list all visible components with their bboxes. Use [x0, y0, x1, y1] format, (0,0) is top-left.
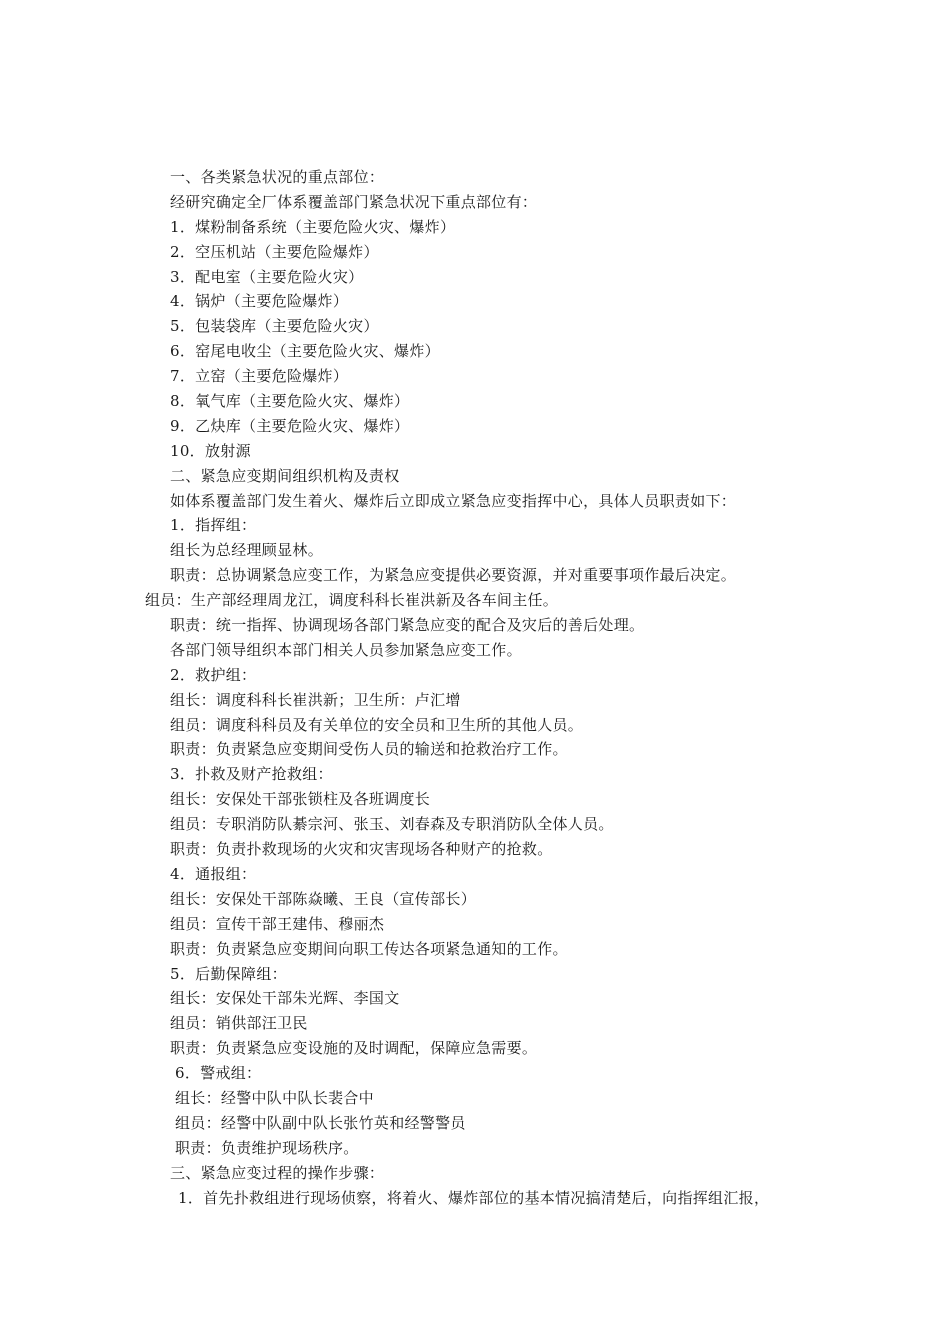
- section-heading-1: 一、各类紧急状况的重点部位：: [170, 168, 385, 186]
- list-item: 5．包装袋库（主要危险火灾）: [170, 317, 379, 336]
- subheading: 2．救护组：: [170, 665, 257, 684]
- list-item: 9．乙炔库（主要危险火灾、爆炸）: [170, 416, 410, 435]
- paragraph: 职责：负责紧急应变设施的及时调配，保障应急需要。: [170, 1039, 538, 1058]
- subheading: 5．后勤保障组：: [170, 964, 287, 983]
- paragraph: 职责：负责维护现场秩序。: [175, 1138, 359, 1157]
- paragraph: 组员：宣传干部王建伟、穆丽杰: [170, 914, 385, 933]
- list-item: 3．配电室（主要危险火灾）: [170, 267, 364, 286]
- paragraph: 如体系覆盖部门发生着火、爆炸后立即成立紧急应变指挥中心，具体人员职责如下：: [170, 491, 737, 510]
- list-item: 6．窑尾电收尘（主要危险火灾、爆炸）: [170, 342, 440, 361]
- list-item: 4．锅炉（主要危险爆炸）: [170, 292, 349, 311]
- paragraph: 组长：安保处干部陈焱曦、王良（宣传部长）: [170, 889, 477, 908]
- list-item: 1．首先扑救组进行现场侦察，将着火、爆炸部位的基本情况搞清楚后，向指挥组汇报，: [178, 1188, 770, 1207]
- list-item: 2．空压机站（主要危险爆炸）: [170, 242, 379, 261]
- list-item: 7．立窑（主要危险爆炸）: [170, 367, 349, 386]
- document-body: [0, 165, 950, 1210]
- paragraph: 组员：调度科科员及有关单位的安全员和卫生所的其他人员。: [170, 715, 584, 734]
- list-item: 8．氧气库（主要危险火灾、爆炸）: [170, 392, 410, 411]
- section-heading-2: 二、紧急应变期间组织机构及责权: [170, 466, 400, 485]
- subheading: 3．扑救及财产抢救组：: [170, 765, 333, 784]
- paragraph: 组长：安保处干部朱光辉、李国文: [170, 989, 400, 1008]
- paragraph: 组长：经警中队中队长裴合中: [175, 1088, 374, 1107]
- paragraph: 组长为总经理顾显林。: [170, 541, 324, 560]
- paragraph: 各部门领导组织本部门相关人员参加紧急应变工作。: [170, 640, 522, 659]
- paragraph: 职责：统一指挥、协调现场各部门紧急应变的配合及灾后的善后处理。: [170, 616, 645, 635]
- list-item: 10．放射源: [170, 441, 251, 460]
- paragraph: 职责：负责扑救现场的火灾和灾害现场各种财产的抢救。: [170, 840, 553, 859]
- paragraph: 组长：安保处干部张锁柱及各班调度长: [170, 790, 431, 809]
- subheading: 1．指挥组：: [170, 516, 257, 535]
- subheading: 6．警戒组：: [175, 1064, 262, 1083]
- section-heading-3: 三、紧急应变过程的操作步骤：: [170, 1163, 385, 1182]
- paragraph: 组员：专职消防队綦宗河、张玉、刘春森及专职消防队全体人员。: [170, 815, 614, 834]
- paragraph: 经研究确定全厂体系覆盖部门紧急状况下重点部位有：: [170, 192, 538, 211]
- paragraph: 职责：总协调紧急应变工作，为紧急应变提供必要资源，并对重要事项作最后决定。: [170, 566, 737, 585]
- paragraph: 组员：经警中队副中队长张竹英和经警警员: [175, 1113, 466, 1132]
- paragraph: 职责：负责紧急应变期间向职工传达各项紧急通知的工作。: [170, 939, 568, 958]
- paragraph: 组长：调度科科长崔洪新；卫生所：卢汇增: [170, 690, 461, 709]
- paragraph: 组员：生产部经理周龙江，调度科科长崔洪新及各车间主任。: [145, 591, 559, 610]
- paragraph: 职责：负责紧急应变期间受伤人员的输送和抢救治疗工作。: [170, 740, 568, 759]
- subheading: 4．通报组：: [170, 864, 257, 883]
- paragraph: 组员：销供部汪卫民: [170, 1014, 308, 1033]
- list-item: 1．煤粉制备系统（主要危险火灾、爆炸）: [170, 217, 456, 236]
